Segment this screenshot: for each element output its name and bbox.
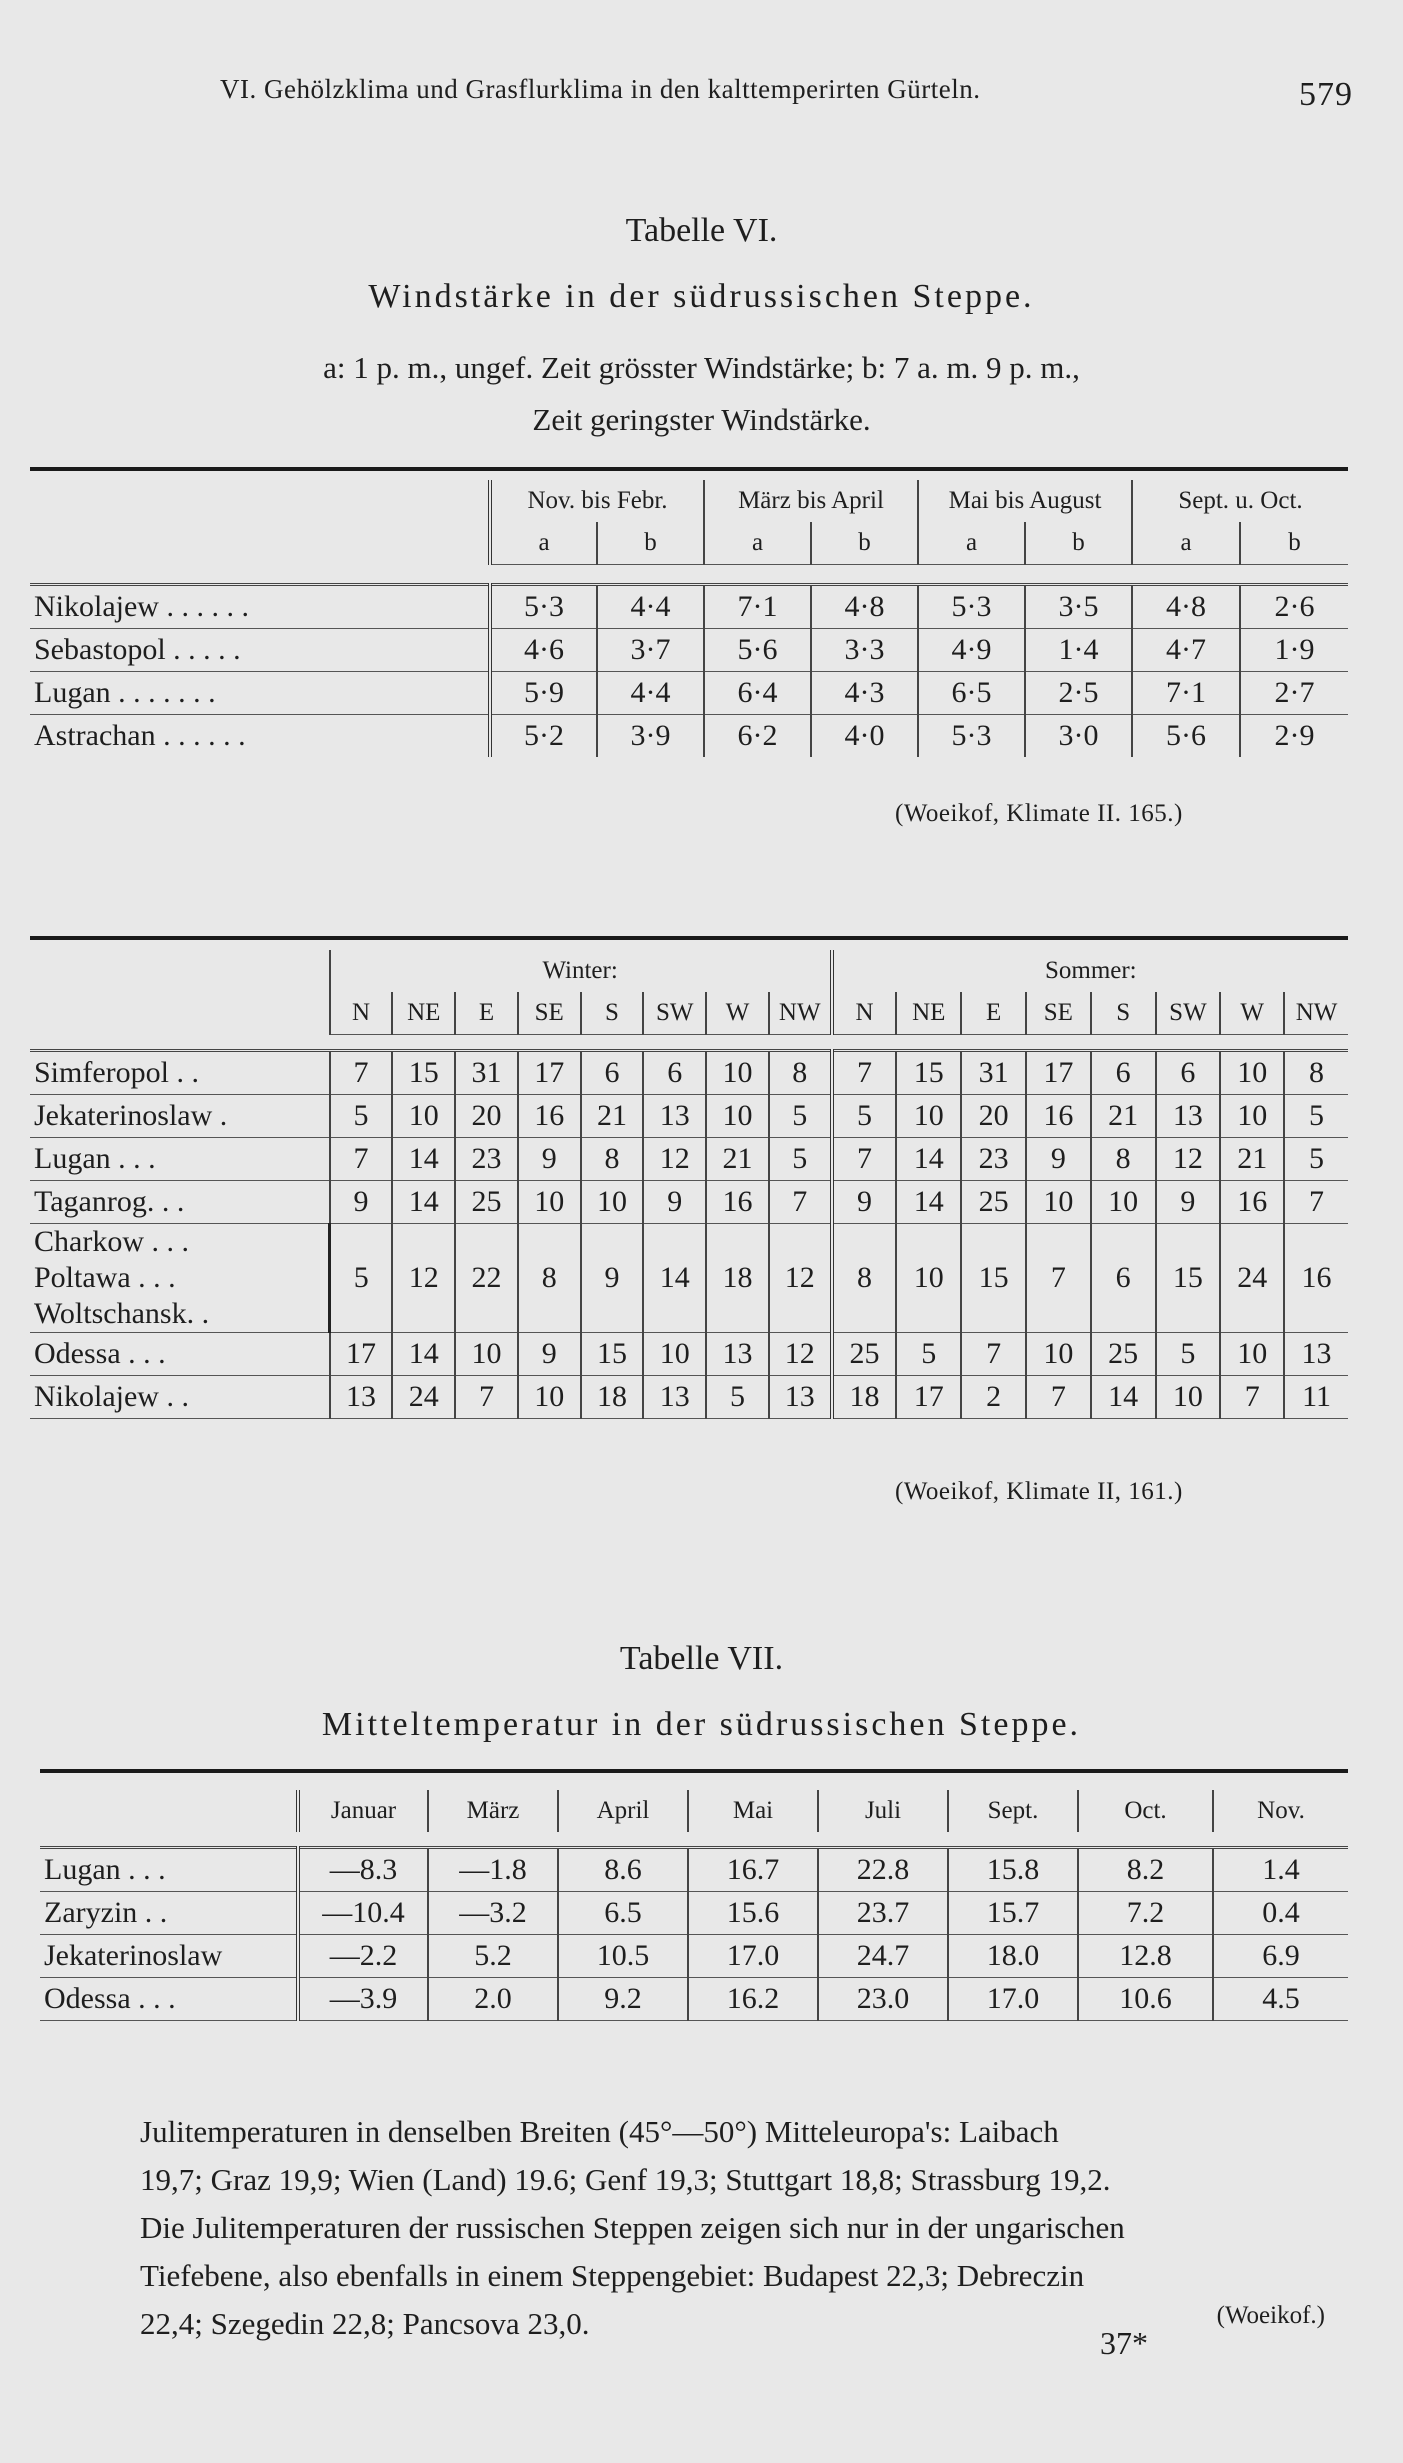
row-label: Jekaterinoslaw: [40, 1935, 298, 1978]
table-cell: 10: [1026, 1333, 1091, 1376]
table6-subcol: a: [704, 522, 811, 565]
table-cell: 10: [1156, 1376, 1221, 1419]
table-cell: —10.4: [298, 1892, 428, 1935]
table-cell: 9.2: [558, 1978, 688, 2021]
table-row: [40, 1892, 1348, 1935]
table-cell: 16.2: [688, 1978, 818, 2021]
table-cell: 7: [1220, 1376, 1284, 1419]
table-cell: 16: [1026, 1095, 1091, 1138]
table-cell: 7: [330, 1138, 393, 1181]
table-cell: 8: [832, 1224, 897, 1333]
table-cell: 10: [1220, 1051, 1284, 1095]
table6: [30, 480, 1348, 757]
table-cell: 22: [455, 1224, 518, 1333]
table-cell: 21: [1091, 1095, 1156, 1138]
table6-label: Tabelle VI.: [625, 212, 778, 249]
wind-table-source: (Woeikof, Klimate II, 161.): [895, 1478, 1183, 1505]
paragraph-source: (Woeikof.): [1216, 2302, 1325, 2329]
table-row: Astrachan . . . . . . 5·2 3·9 6·2 4·0 5·3 3·0 5·6 2·9: [30, 715, 1348, 758]
table-row: [30, 1138, 1348, 1181]
table-cell: 13: [769, 1376, 832, 1419]
dir-header: S: [581, 992, 644, 1035]
dir-header: W: [706, 992, 769, 1035]
table-cell: 15: [961, 1224, 1026, 1333]
table-cell: 6: [643, 1051, 706, 1095]
month-header: Juli: [818, 1790, 948, 1832]
table-cell: 2: [961, 1376, 1026, 1419]
table-cell: 15: [896, 1051, 961, 1095]
table-cell: 12: [1156, 1138, 1221, 1181]
table6-subcol: a: [490, 522, 597, 565]
table-cell: 9: [1156, 1181, 1221, 1224]
table-cell: 6: [1091, 1224, 1156, 1333]
table6-source: (Woeikof, Klimate II. 165.): [895, 800, 1183, 827]
table-cell: 22.8: [818, 1848, 948, 1892]
table-cell: 7: [330, 1051, 393, 1095]
table-cell: 10: [392, 1095, 455, 1138]
table6-title: Windstärke in der südrussischen Steppe.: [368, 278, 1035, 315]
paragraph-last-line: [140, 2300, 1355, 2348]
table6-subcol: b: [1240, 522, 1348, 565]
table-cell: 18.0: [948, 1935, 1078, 1978]
dir-header: SW: [643, 992, 706, 1035]
running-header: [60, 68, 1353, 118]
table-cell: 17: [1026, 1051, 1091, 1095]
table-cell: 17.0: [688, 1935, 818, 1978]
table-cell: 10: [896, 1224, 961, 1333]
table-cell: 15.7: [948, 1892, 1078, 1935]
table7-label: Tabelle VII.: [619, 1640, 784, 1677]
table-cell: 23: [455, 1138, 518, 1181]
dir-header: SE: [1026, 992, 1091, 1035]
table-cell: 8: [581, 1138, 644, 1181]
table-cell: 5: [330, 1224, 393, 1333]
group-names: [30, 1224, 330, 1333]
table-cell: 21: [581, 1095, 644, 1138]
body-paragraph: [140, 2108, 1355, 2348]
table-cell: 5: [706, 1376, 769, 1419]
table6-top-rule: [30, 467, 1348, 471]
table-cell: 13: [706, 1333, 769, 1376]
dir-header: E: [961, 992, 1026, 1035]
table6-subcol: a: [1132, 522, 1240, 565]
dir-header: SW: [1156, 992, 1221, 1035]
table-cell: 20: [455, 1095, 518, 1138]
group-station-name: Charkow . . .: [34, 1225, 189, 1258]
table-row: [30, 1376, 1348, 1419]
table7: [40, 1790, 1348, 2021]
dir-header: E: [455, 992, 518, 1035]
row-label: Odessa . . .: [40, 1978, 298, 2021]
table-row: [30, 1095, 1348, 1138]
month-header: Nov.: [1213, 1790, 1348, 1832]
table-cell: 20: [961, 1095, 1026, 1138]
table-cell: Simferopol . .: [30, 1051, 330, 1095]
table-cell: 25: [455, 1181, 518, 1224]
table7-top-rule: [40, 1769, 1348, 1773]
table-cell: 10.5: [558, 1935, 688, 1978]
month-header: Oct.: [1078, 1790, 1213, 1832]
table6-group-header: Nov. bis Febr.: [490, 480, 704, 522]
table-cell: 15.8: [948, 1848, 1078, 1892]
paragraph-line: Die Julitemperaturen der russischen Steppen zeigen sich nur in der ungarischen: [140, 2210, 1125, 2245]
dir-header: NE: [392, 992, 455, 1035]
table-cell: 25: [961, 1181, 1026, 1224]
table-cell: 5: [769, 1095, 832, 1138]
dir-header: W: [1220, 992, 1284, 1035]
table-row-group: [30, 1224, 1348, 1333]
table-cell: 14: [392, 1333, 455, 1376]
table-cell: 13: [643, 1376, 706, 1419]
month-header: Sept.: [948, 1790, 1078, 1832]
table-row: [30, 1181, 1348, 1224]
paragraph-line: 22,4; Szegedin 22,8; Pancsova 23,0.: [140, 2306, 590, 2341]
dir-header: S: [1091, 992, 1156, 1035]
table-cell: 16: [1284, 1224, 1348, 1333]
paragraph-line: Julitemperaturen in denselben Breiten (45°—50°) Mitteleuropa's: Laibach: [140, 2114, 1059, 2149]
table-cell: 17: [518, 1051, 581, 1095]
table-cell: 9: [518, 1333, 581, 1376]
table-cell: 9: [643, 1181, 706, 1224]
table-cell: 10: [455, 1333, 518, 1376]
table-cell: 7: [832, 1138, 897, 1181]
group-station-name: Poltawa . . .: [34, 1261, 176, 1294]
table-cell: 0.4: [1213, 1892, 1348, 1935]
table-cell: 5: [832, 1095, 897, 1138]
table-cell: Taganrog. . .: [30, 1181, 330, 1224]
table-cell: 9: [518, 1138, 581, 1181]
table6-group-header: März bis April: [704, 480, 918, 522]
table-cell: 23.0: [818, 1978, 948, 2021]
table-cell: 6.9: [1213, 1935, 1348, 1978]
paragraph-line: Tiefebene, also ebenfalls in einem Steppengebiet: Budapest 22,3; Debreczin: [140, 2258, 1085, 2293]
table-cell: 9: [1026, 1138, 1091, 1181]
month-header: April: [558, 1790, 688, 1832]
table-cell: 9: [832, 1181, 897, 1224]
table-cell: 6: [1156, 1051, 1221, 1095]
table-cell: 24: [1220, 1224, 1284, 1333]
table-cell: 10: [518, 1181, 581, 1224]
table-cell: 21: [706, 1138, 769, 1181]
table-row: [40, 1978, 1348, 2021]
table-cell: 10: [706, 1051, 769, 1095]
table-cell: 9: [330, 1181, 393, 1224]
table-cell: Jekaterinoslaw .: [30, 1095, 330, 1138]
dir-header: N: [832, 992, 897, 1035]
table6-subcol: b: [811, 522, 918, 565]
table-cell: 7: [1026, 1376, 1091, 1419]
table-cell: 15: [1156, 1224, 1221, 1333]
table-cell: 14: [896, 1181, 961, 1224]
row-label: Zaryzin . .: [40, 1892, 298, 1935]
group-station-name: Woltschansk. .: [34, 1297, 210, 1330]
table-cell: 13: [643, 1095, 706, 1138]
table-cell: 10: [896, 1095, 961, 1138]
dir-header: NW: [1284, 992, 1348, 1035]
table-cell: 9: [581, 1224, 644, 1333]
dir-header: NW: [769, 992, 832, 1035]
table6-subcol: b: [597, 522, 704, 565]
table6-note-2: Zeit geringster Windstärke.: [532, 402, 871, 437]
table-cell: 16: [706, 1181, 769, 1224]
table6-note-1: a: 1 p. m., ungef. Zeit grösster Windstärke; b: 7 a. m. 9 p. m.,: [323, 350, 1080, 385]
table-cell: 10: [1220, 1095, 1284, 1138]
table-cell: —8.3: [298, 1848, 428, 1892]
table-cell: 14: [392, 1138, 455, 1181]
table-cell: —3.9: [298, 1978, 428, 2021]
table7-stub-header: [40, 1790, 298, 1832]
table-cell: 14: [392, 1181, 455, 1224]
table-cell: 17: [896, 1376, 961, 1419]
table-cell: 23: [961, 1138, 1026, 1181]
running-title: VI. Gehölzklima und Grasflurklima in den kalttemperirten Gürteln.: [220, 74, 981, 104]
table-cell: 5: [1156, 1333, 1221, 1376]
table-row: Sebastopol . . . . . 4·6 3·7 5·6 3·3 4·9 1·4 4·7 1·9: [30, 629, 1348, 672]
table-cell: 12.8: [1078, 1935, 1213, 1978]
table-cell: 5: [330, 1095, 393, 1138]
table-cell: 4.5: [1213, 1978, 1348, 2021]
table-cell: 24: [392, 1376, 455, 1419]
table-cell: 17.0: [948, 1978, 1078, 2021]
wind-stub-header: [30, 950, 330, 1035]
table-cell: 7: [961, 1333, 1026, 1376]
table-cell: 5: [1284, 1095, 1348, 1138]
table-cell: 10: [1091, 1181, 1156, 1224]
table7-title: Mitteltemperatur in der südrussischen Steppe.: [321, 1706, 1082, 1743]
table-cell: 7.2: [1078, 1892, 1213, 1935]
table-cell: 15.6: [688, 1892, 818, 1935]
table-cell: 8: [1284, 1051, 1348, 1095]
table-row: [40, 1935, 1348, 1978]
table-cell: 12: [769, 1224, 832, 1333]
table-cell: —3.2: [428, 1892, 558, 1935]
table-cell: 5: [1284, 1138, 1348, 1181]
table-cell: 6: [581, 1051, 644, 1095]
table-row: Nikolajew . . . . . . 5·3 4·4 7·1 4·8 5·3 3·5 4·8 2·6: [30, 585, 1348, 629]
table-cell: 25: [1091, 1333, 1156, 1376]
table-cell: 16.7: [688, 1848, 818, 1892]
table-cell: 8.2: [1078, 1848, 1213, 1892]
month-header: Januar: [298, 1790, 428, 1832]
table-cell: 13: [330, 1376, 393, 1419]
dir-header: NE: [896, 992, 961, 1035]
table-cell: —1.8: [428, 1848, 558, 1892]
table6-group-header: Mai bis August: [918, 480, 1132, 522]
table-cell: 10: [706, 1095, 769, 1138]
table-cell: 8: [1091, 1138, 1156, 1181]
table-cell: 8: [518, 1224, 581, 1333]
table-cell: 11: [1284, 1376, 1348, 1419]
table-cell: 6.5: [558, 1892, 688, 1935]
table-cell: 5: [896, 1333, 961, 1376]
table-cell: 16: [518, 1095, 581, 1138]
month-header: März: [428, 1790, 558, 1832]
table-cell: 7: [832, 1051, 897, 1095]
table6-subcol: b: [1025, 522, 1132, 565]
table-cell: 25: [832, 1333, 897, 1376]
table-cell: 10: [643, 1333, 706, 1376]
table-cell: 31: [455, 1051, 518, 1095]
table-cell: 7: [1026, 1224, 1091, 1333]
dir-header: SE: [518, 992, 581, 1035]
table-cell: 17: [330, 1333, 393, 1376]
table-cell: 1.4: [1213, 1848, 1348, 1892]
table6-subcol: a: [918, 522, 1025, 565]
table-cell: 15: [392, 1051, 455, 1095]
summer-label: Sommer:: [832, 950, 1348, 992]
table-cell: 14: [1091, 1376, 1156, 1419]
wind-table: [30, 950, 1348, 1419]
table-cell: 12: [392, 1224, 455, 1333]
table-cell: 6: [1091, 1051, 1156, 1095]
month-header: Mai: [688, 1790, 818, 1832]
table-cell: 2.0: [428, 1978, 558, 2021]
table-cell: 31: [961, 1051, 1026, 1095]
table-cell: 8.6: [558, 1848, 688, 1892]
table-cell: 21: [1220, 1138, 1284, 1181]
table-cell: 10.6: [1078, 1978, 1213, 2021]
table-cell: 5: [769, 1138, 832, 1181]
table-cell: Odessa . . .: [30, 1333, 330, 1376]
table-cell: 14: [896, 1138, 961, 1181]
table-row: [30, 1333, 1348, 1376]
table-row: Lugan . . . . . . . 5·9 4·4 6·4 4·3 6·5 2·5 7·1 2·7: [30, 672, 1348, 715]
wind-table-top-rule: [30, 936, 1348, 940]
table-cell: 13: [1156, 1095, 1221, 1138]
table-cell: 18: [581, 1376, 644, 1419]
table-cell: 13: [1284, 1333, 1348, 1376]
table-cell: 7: [455, 1376, 518, 1419]
table-cell: 10: [1026, 1181, 1091, 1224]
table-cell: 24.7: [818, 1935, 948, 1978]
table-cell: 7: [769, 1181, 832, 1224]
row-label: Lugan . . .: [40, 1848, 298, 1892]
table-cell: 16: [1220, 1181, 1284, 1224]
table6-stub-header: [30, 480, 490, 565]
table-cell: 18: [832, 1376, 897, 1419]
table-cell: 14: [643, 1224, 706, 1333]
table-cell: 10: [1220, 1333, 1284, 1376]
table-cell: 5.2: [428, 1935, 558, 1978]
table-cell: 12: [769, 1333, 832, 1376]
page-number: 579: [1299, 76, 1353, 113]
table-cell: 12: [643, 1138, 706, 1181]
table-row: [30, 1051, 1348, 1095]
table-cell: 23.7: [818, 1892, 948, 1935]
table-cell: —2.2: [298, 1935, 428, 1978]
table-cell: 15: [581, 1333, 644, 1376]
table-cell: 10: [581, 1181, 644, 1224]
table-cell: Lugan . . .: [30, 1138, 330, 1181]
table-cell: 18: [706, 1224, 769, 1333]
table-cell: 7: [1284, 1181, 1348, 1224]
paragraph-line: 19,7; Graz 19,9; Wien (Land) 19.6; Genf 19,3; Stuttgart 18,8; Strassburg 19,2.: [140, 2162, 1111, 2197]
table6-group-header: Sept. u. Oct.: [1132, 480, 1348, 522]
signature-mark: 37*: [1100, 2325, 1148, 2361]
winter-label: Winter:: [330, 950, 832, 992]
table-cell: 10: [518, 1376, 581, 1419]
dir-header: N: [330, 992, 393, 1035]
table-cell: 8: [769, 1051, 832, 1095]
table-row: [40, 1848, 1348, 1892]
table-cell: Nikolajew . .: [30, 1376, 330, 1419]
